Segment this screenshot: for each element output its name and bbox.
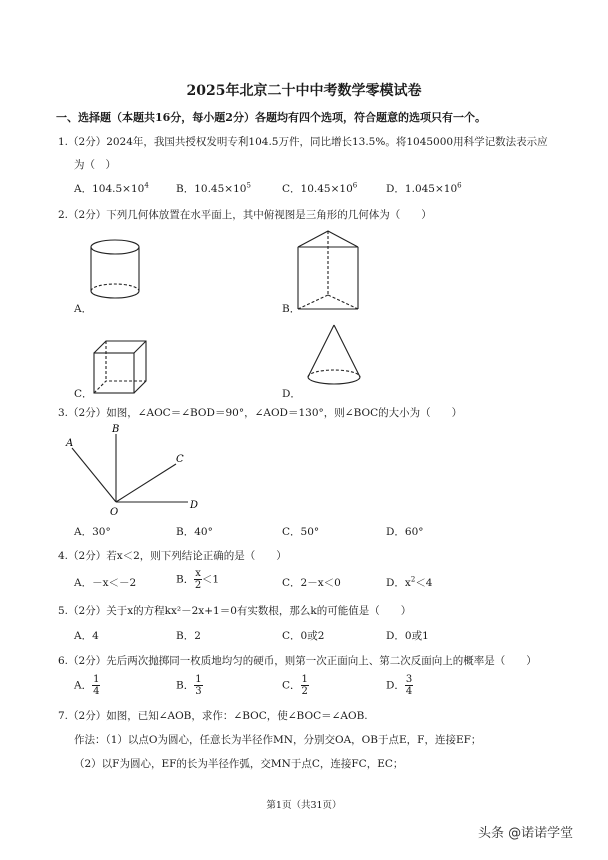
cylinder-shape [91, 240, 139, 298]
q3-option-a: A．30° [74, 526, 111, 538]
question-7-method-2: （2）以F为圆心，EF的长为半径作弧，交MN于点C，连接FC，EC； [74, 758, 404, 770]
q6-option-c: C． $\frac{1}{2}$ [282, 674, 308, 697]
q6-option-b: B． $\frac{1}{3}$ [176, 674, 202, 697]
page-number: 第1页（共31页） [266, 800, 342, 811]
q1-option-d: D．$1.045\times 10^6$ [386, 181, 462, 195]
q5-option-a: A．4 [74, 630, 99, 642]
cone-shape [308, 325, 360, 384]
triangular-prism-shape [298, 231, 358, 309]
point-d-label: D [190, 500, 199, 511]
point-c-label: C [176, 454, 184, 465]
page-title: 2025年北京二十中中考数学零模试卷 [186, 83, 422, 99]
q6-option-a: A． $\frac{1}{4}$ [74, 674, 100, 697]
question-7-stem: 7.（2分）如图，已知∠AOB，求作：∠BOC，使∠BOC＝∠AOB. [58, 710, 368, 722]
q4-option-d: D．$x^2<4$ [386, 575, 433, 589]
question-4-stem: 4.（2分）若x＜2，则下列结论正确的是（ ） [58, 550, 287, 562]
section-heading: 一、选择题（本题共16分，每小题2分）各题均有四个选项，符合题意的选项只有一个。 [56, 111, 486, 124]
question-7-method-1: 作法：（1）以点O为圆心，任意长为半径作MN，分别交OA，OB于点E，F，连接EF； [74, 734, 482, 746]
point-b-label: B [112, 424, 120, 435]
question-3-stem: 3.（2分）如图，∠AOC＝∠BOD＝90°，∠AOD＝130°，则∠BOC的大小为（ ） [58, 407, 463, 419]
q5-option-b: B．2 [176, 630, 201, 642]
cube-shape [94, 341, 146, 393]
ray-oc [116, 464, 176, 502]
angle-figure [60, 420, 220, 520]
q4-option-b: B． $\frac{x}{2}$ ＜1 [176, 568, 220, 591]
q3-option-d: D．60° [386, 526, 424, 538]
question-2-stem: 2.（2分）下列几何体放置在水平面上，其中俯视图是三角形的几何体为（ ） [58, 209, 432, 221]
q3-option-b: B．40° [176, 526, 213, 538]
q3-option-c: C．50° [282, 526, 320, 538]
q2-label-a: A． [74, 303, 93, 315]
q1-option-a: A．$104.5\times 10^4$ [74, 181, 149, 195]
q2-label-b: B． [282, 303, 301, 315]
q5-option-d: D．0或1 [386, 630, 429, 642]
question-6-stem: 6.（2分）先后两次抛掷同一枚质地均匀的硬币，则第一次正面向上、第二次反面向上的概率是（ ） [58, 655, 537, 667]
q2-label-c: C． [74, 388, 93, 400]
ray-oa [72, 448, 116, 502]
point-a-label: A [66, 438, 74, 449]
point-o-label: O [110, 507, 119, 518]
question-1-stem-cont: 为（ ） [74, 159, 116, 171]
question-5-stem: 5.（2分）关于x的方程kx²－2x+1＝0有实数根，那么k的可能值是（ ） [58, 605, 412, 617]
q4-option-a: A．－x＜－2 [74, 577, 137, 589]
q1-option-b: B．$10.45\times 10^5$ [176, 181, 251, 195]
watermark: 头条 @诺诺学堂 [478, 826, 574, 841]
q5-option-c: C．0或2 [282, 630, 325, 642]
solids-figure [60, 225, 480, 405]
question-1-stem: 1.（2分）2024年，我国共授权发明专利104.5万件，同比增长13.5%。将1045000用科学记数法表示应 [58, 136, 548, 148]
q2-label-d: D． [282, 388, 301, 400]
q6-option-d: D． $\frac{3}{4}$ [386, 674, 413, 697]
q1-option-c: C．$10.45\times 10^6$ [282, 181, 358, 195]
q4-option-c: C．2－x＜0 [282, 577, 341, 589]
